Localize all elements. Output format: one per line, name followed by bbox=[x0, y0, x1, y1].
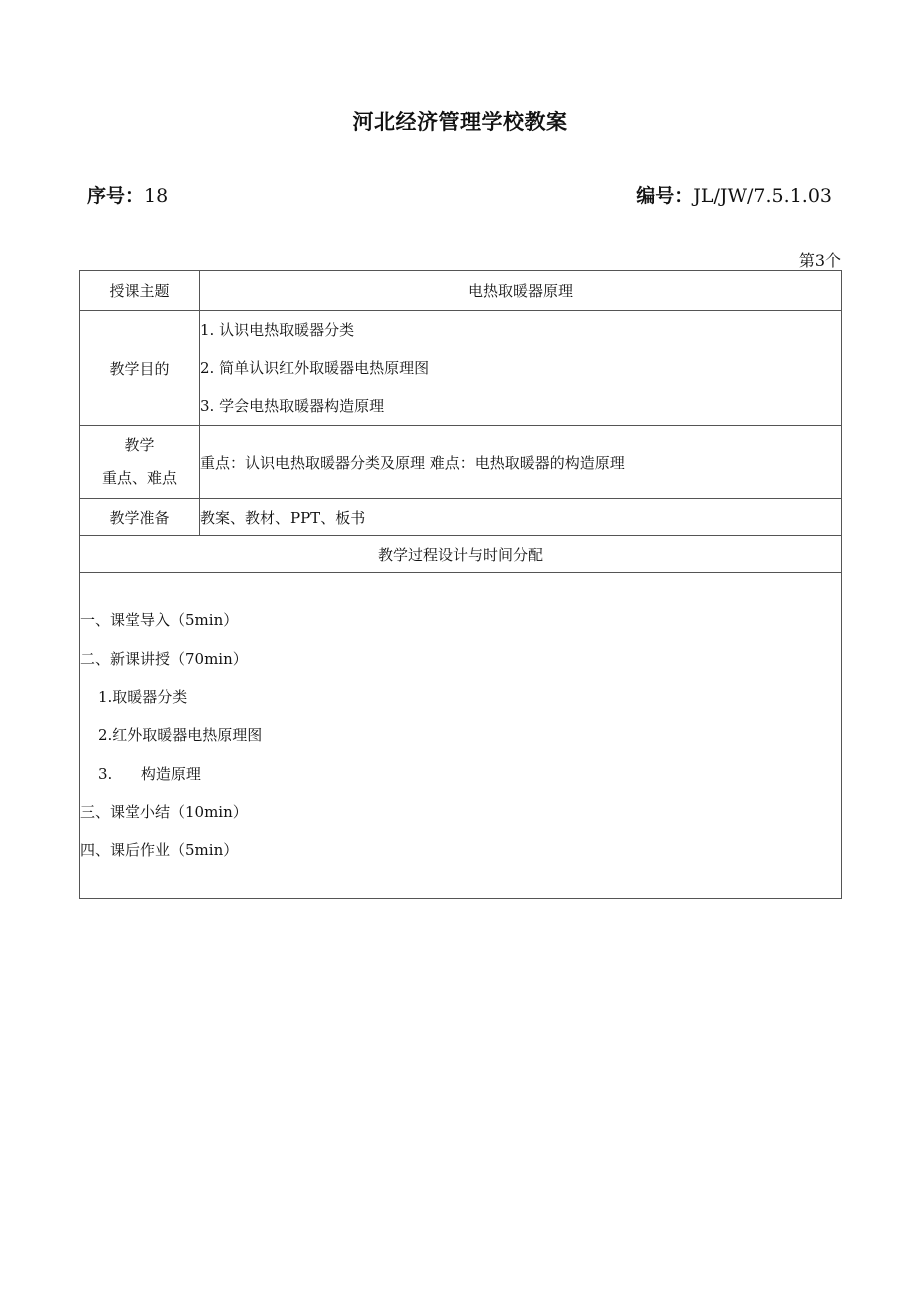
goal-item: 3. 学会电热取暖器构造原理 bbox=[200, 397, 385, 415]
goal-label: 教学目的 bbox=[80, 311, 200, 426]
process-line: 一、课堂导入（5min） bbox=[80, 611, 239, 630]
process-line: 1.取暖器分类 bbox=[98, 688, 188, 707]
process-line: 2.红外取暖器电热原理图 bbox=[98, 726, 263, 745]
goal-row bbox=[80, 311, 842, 426]
lesson-plan-table bbox=[79, 270, 842, 899]
serial-value: 18 bbox=[144, 185, 169, 207]
document-code bbox=[636, 181, 832, 208]
code-value: JL/JW/7.5.1.03 bbox=[693, 185, 832, 207]
topic-label: 授课主题 bbox=[80, 271, 200, 311]
process-content-row bbox=[80, 573, 842, 899]
process-header: 教学过程设计与时间分配 bbox=[80, 536, 842, 573]
serial-number bbox=[87, 181, 168, 208]
key-points-label bbox=[80, 426, 200, 499]
process-header-row bbox=[80, 536, 842, 573]
preparation-row bbox=[80, 499, 842, 536]
goal-list bbox=[200, 311, 842, 426]
code-label: 编号： bbox=[636, 185, 694, 207]
goal-item: 1. 认识电热取暖器分类 bbox=[200, 321, 355, 339]
serial-label: 序号： bbox=[87, 185, 145, 207]
key-label-line1: 教学 bbox=[124, 436, 155, 454]
process-line: 3. 构造原理 bbox=[98, 764, 201, 783]
key-label-line2: 重点、难点 bbox=[101, 469, 177, 487]
topic-row bbox=[80, 271, 842, 311]
process-content bbox=[80, 573, 842, 899]
preparation-label: 教学准备 bbox=[80, 499, 200, 536]
key-points-value: 重点：认识电热取暖器分类及原理 难点：电热取暖器的构造原理 bbox=[200, 426, 842, 499]
preparation-value: 教案、教材、PPT、板书 bbox=[200, 499, 842, 536]
page-count: 第3个 bbox=[798, 251, 841, 270]
document-title: 河北经济管理学校教案 bbox=[352, 109, 568, 134]
process-line: 四、课后作业（5min） bbox=[80, 841, 239, 860]
goal-item: 2. 简单认识红外取暖器电热原理图 bbox=[200, 359, 430, 377]
topic-value: 电热取暖器原理 bbox=[200, 271, 842, 311]
process-line: 二、新课讲授（70min） bbox=[80, 649, 248, 668]
process-line: 三、课堂小结（10min） bbox=[80, 802, 248, 821]
key-points-row bbox=[80, 426, 842, 499]
